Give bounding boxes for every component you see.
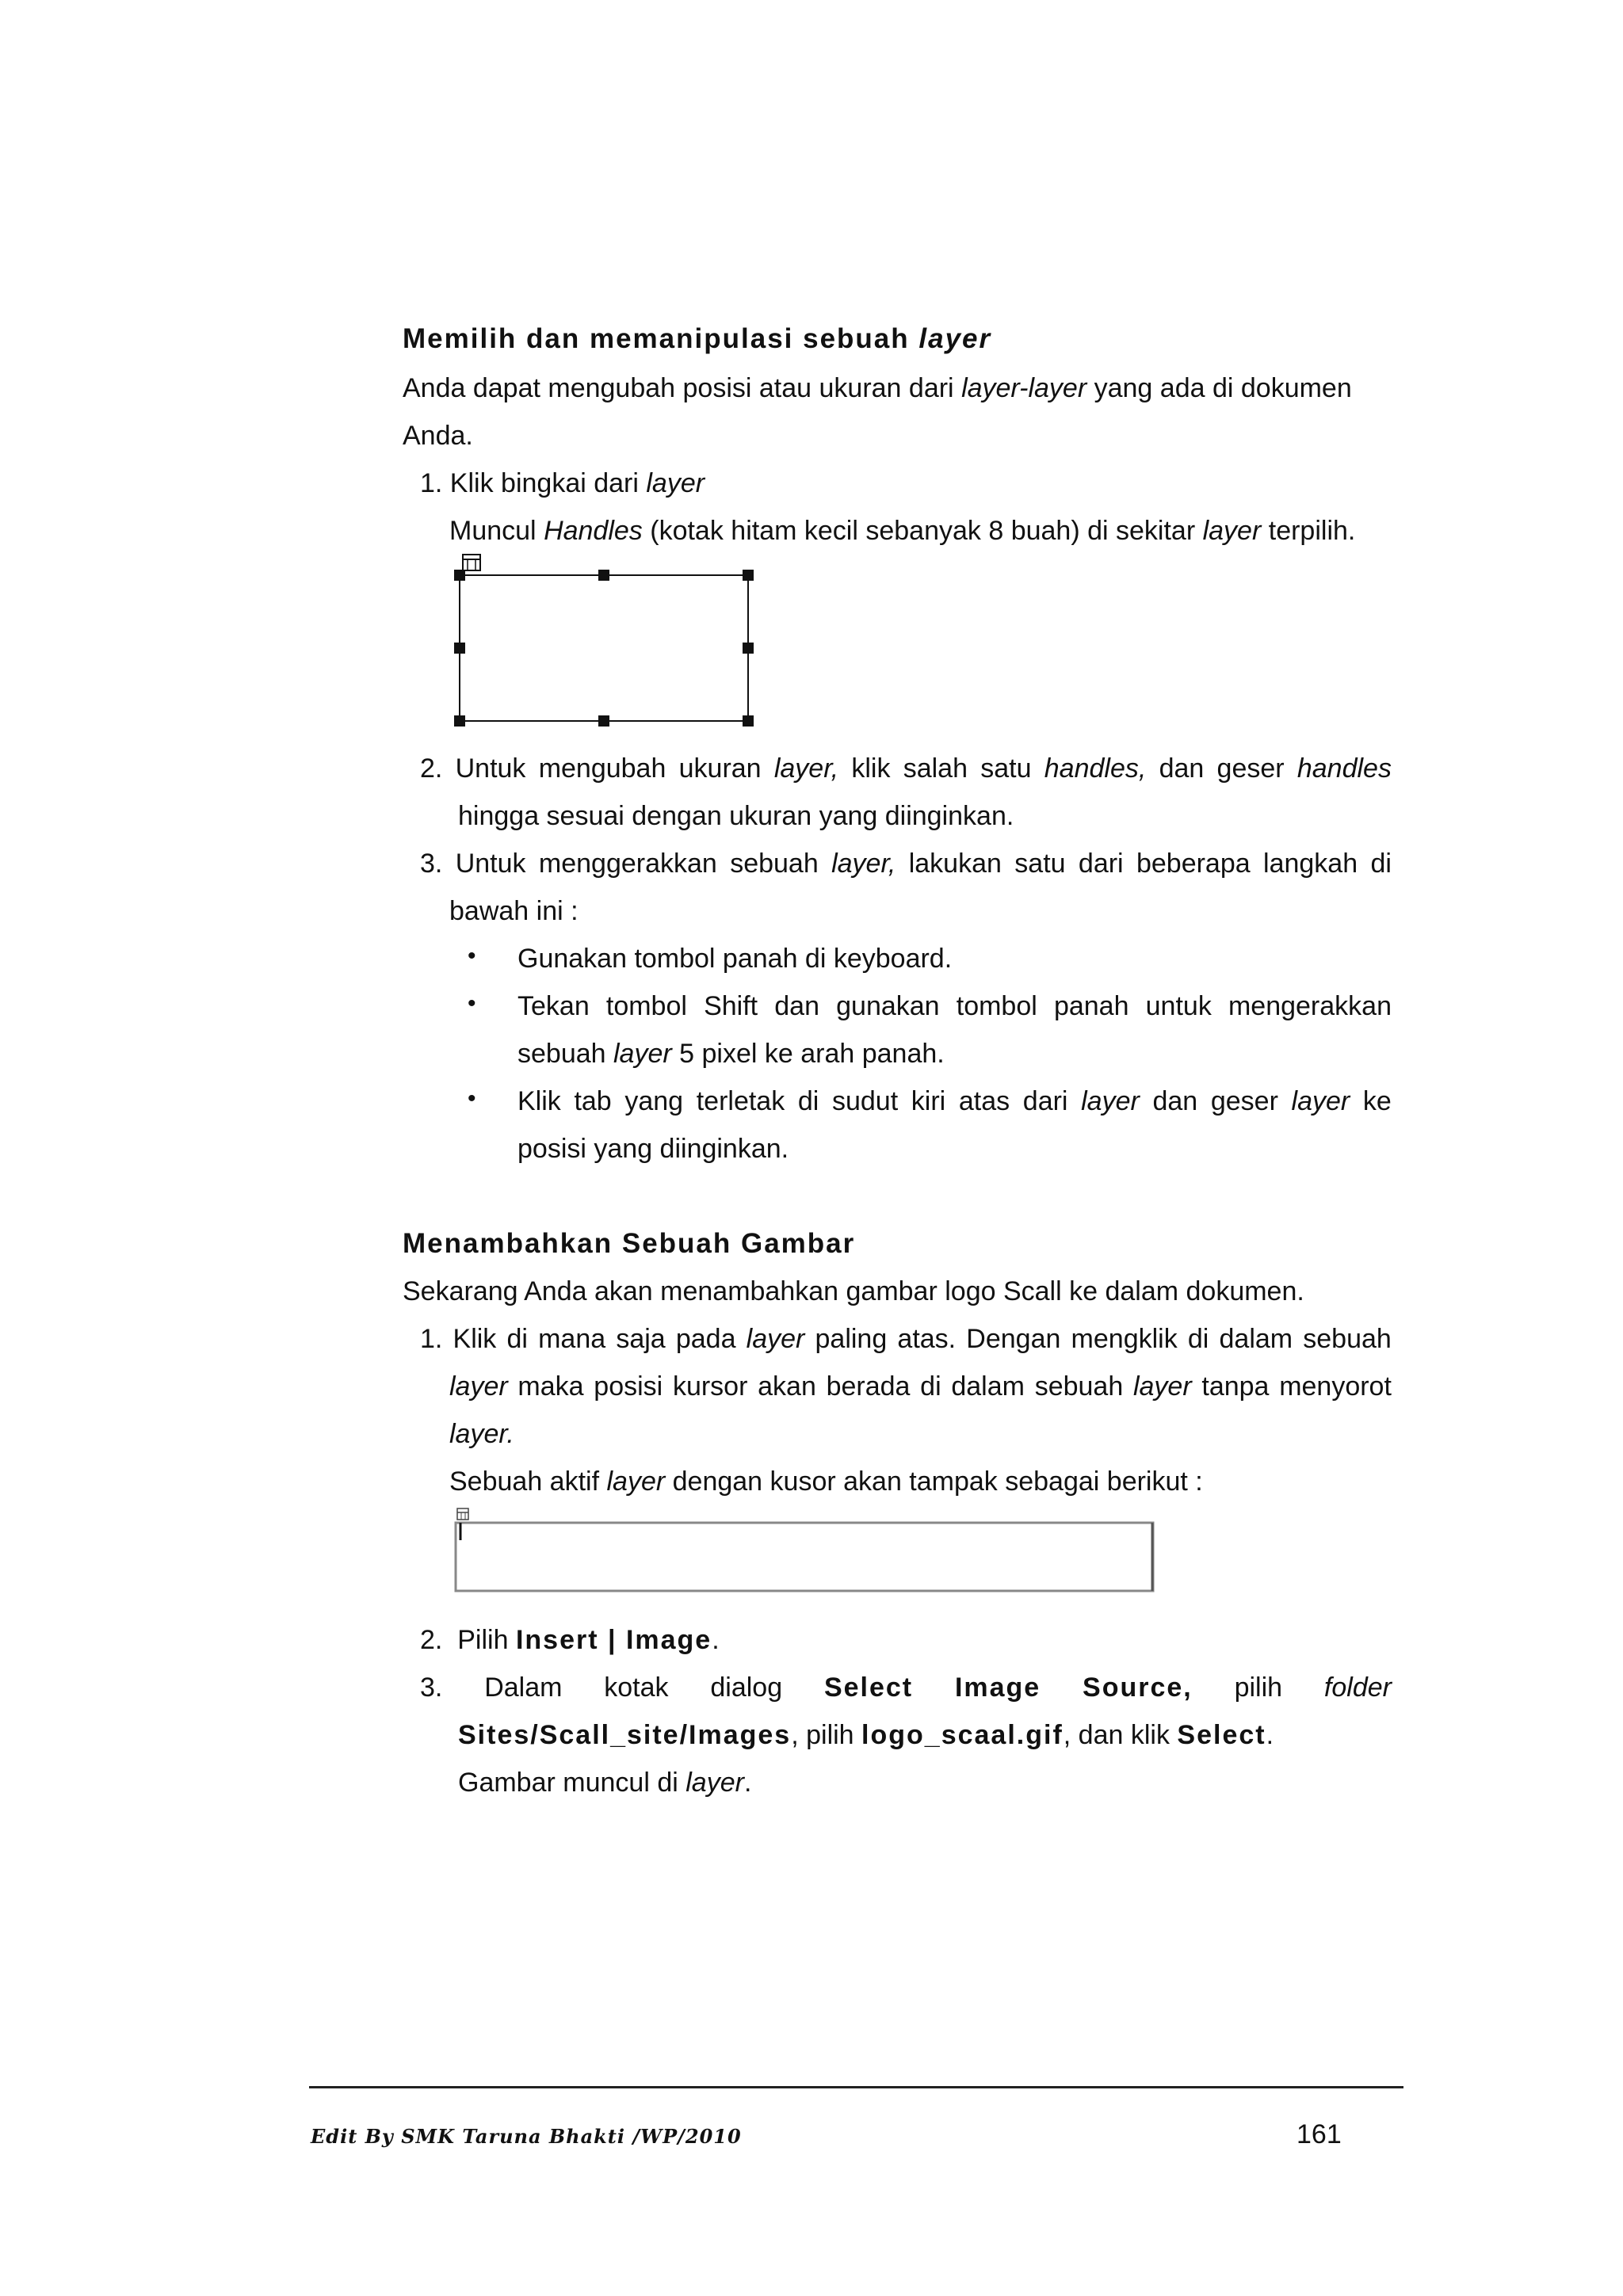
bullet-dot: • xyxy=(468,990,476,1016)
layer-handles-figure xyxy=(450,551,759,730)
active-layer-frame xyxy=(456,1523,1153,1591)
section1-bullet1: Gunakan tombol panah di keyboard. xyxy=(517,944,953,974)
page-number: 161 xyxy=(1296,2119,1342,2149)
section2-step1-note: Sebuah aktif layer dengan kusor akan tampak sebagai berikut : xyxy=(449,1466,1203,1497)
section1-step3-line2: bawah ini : xyxy=(449,896,579,926)
bullet-dot: • xyxy=(468,1085,476,1112)
section2-step3-line1: 3. Dalam kotak dialog Select Image Source, pilih folder xyxy=(420,1672,1392,1703)
section1-bullet2-line1: Tekan tombol Shift dan gunakan tombol panah untuk mengerakkan xyxy=(517,991,1392,1021)
section1-bullet3-line1: Klik tab yang terletak di sudut kiri atas dari layer dan geser layer ke xyxy=(517,1086,1392,1116)
bullet-dot: • xyxy=(468,943,476,969)
footer-credit: Edit By SMK Taruna Bhakti /WP/2010 xyxy=(311,2125,742,2148)
layer-frame xyxy=(460,575,748,721)
section1-step3-line1: 3. Untuk menggerakkan sebuah layer, lakukan satu dari beberapa langkah di xyxy=(420,849,1392,879)
section2-heading: Menambahkan Sebuah Gambar xyxy=(403,1228,856,1259)
active-layer-figure xyxy=(452,1505,1157,1594)
section2-step1-line3: layer. xyxy=(449,1419,514,1449)
layer-handles xyxy=(454,570,754,727)
section2-step2: 2. Pilih Insert | Image. xyxy=(420,1625,720,1655)
section1-step2-line2: hingga sesuai dengan ukuran yang diinginkan. xyxy=(458,801,1014,831)
section1-step2-line1: 2. Untuk mengubah ukuran layer, klik salah satu handles, dan geser handles xyxy=(420,753,1392,784)
section2-step3-line2: Sites/Scall_site/Images, pilih logo_scaal.gif, dan klik Select. xyxy=(458,1720,1274,1750)
footer-divider xyxy=(309,2086,1403,2088)
section2-step1-line1: 1. Klik di mana saja pada layer paling atas. Dengan mengklik di dalam sebuah xyxy=(420,1324,1392,1354)
layer-tab-icon xyxy=(463,555,480,570)
section1-bullet2-line2: sebuah layer 5 pixel ke arah panah. xyxy=(517,1039,945,1069)
section1-bullet3-line2: posisi yang diinginkan. xyxy=(517,1134,789,1164)
section2-intro: Sekarang Anda akan menambahkan gambar logo Scall ke dalam dokumen. xyxy=(403,1276,1304,1306)
section1-heading: Memilih dan memanipulasi sebuah layer xyxy=(403,323,992,354)
section2-step3-note: Gambar muncul di layer. xyxy=(458,1768,752,1798)
section1-step1-note: Muncul Handles (kotak hitam kecil sebanyak 8 buah) di sekitar layer terpilih. xyxy=(449,516,1356,546)
layer-tab-icon xyxy=(457,1508,468,1520)
section2-step1-line2: layer maka posisi kursor akan berada di dalam sebuah layer tanpa menyorot xyxy=(449,1371,1392,1402)
section1-intro-line2: Anda. xyxy=(403,421,473,451)
section1-step1: 1. Klik bingkai dari layer xyxy=(420,468,705,498)
section1-intro-line1: Anda dapat mengubah posisi atau ukuran dari layer-layer yang ada di dokumen xyxy=(403,373,1352,403)
